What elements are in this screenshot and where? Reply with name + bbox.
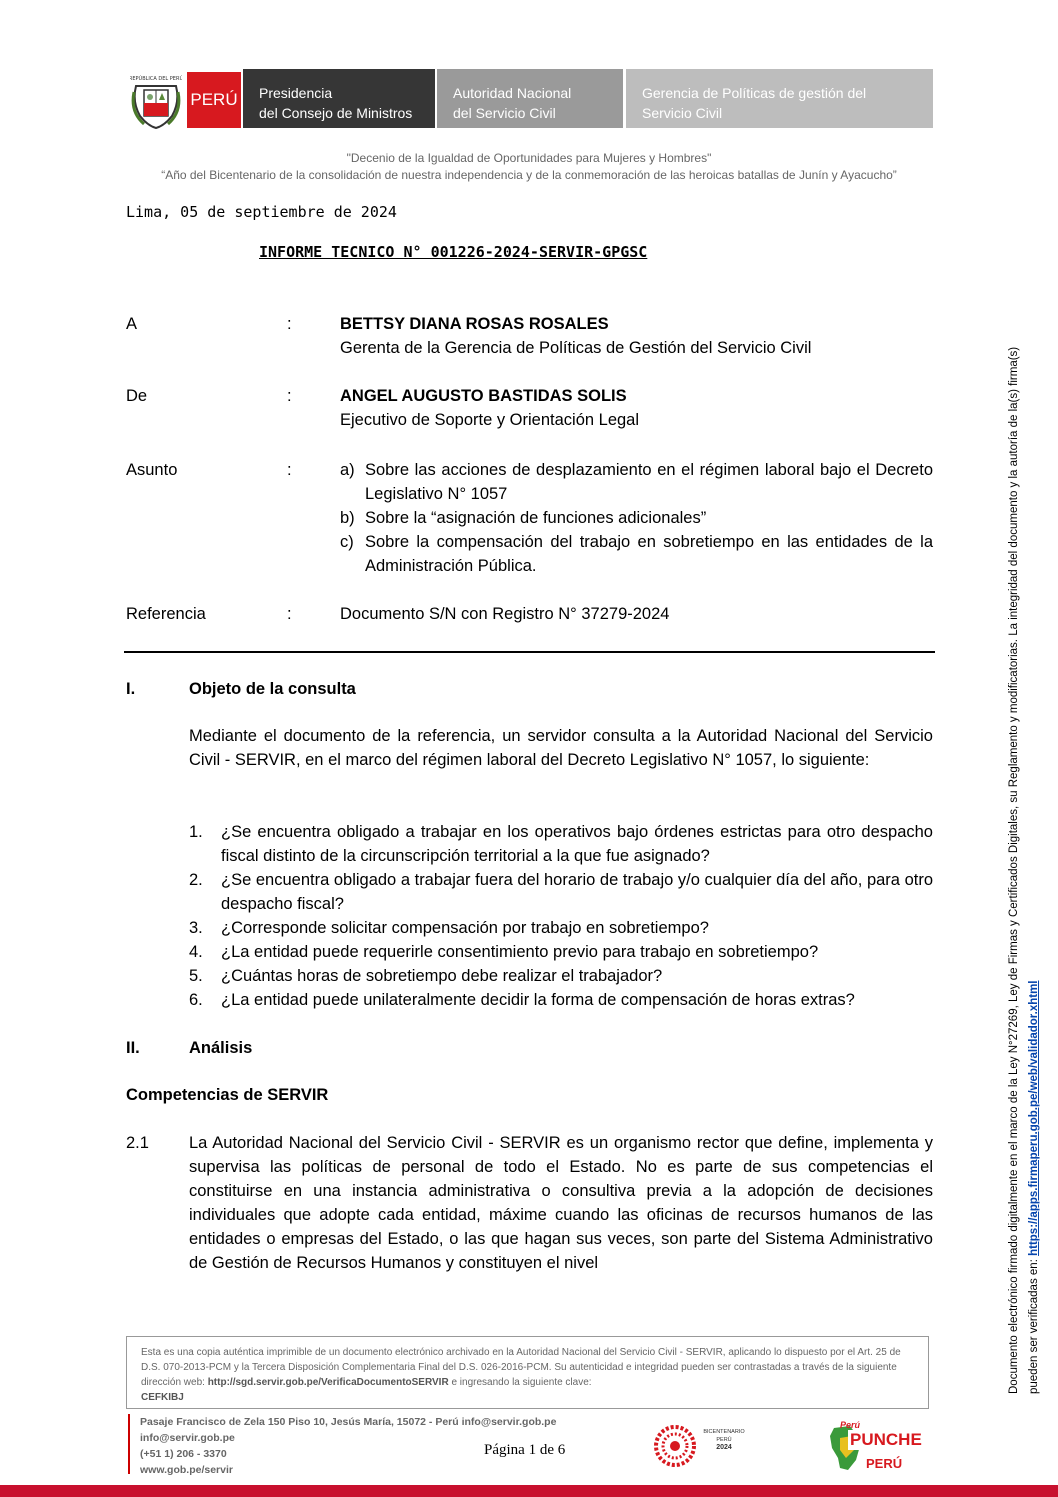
subject-item-text: Sobre la compensación del trabajo en sobretiempo en las entidades de la Administración Pública. xyxy=(365,533,933,575)
header-gerencia xyxy=(626,69,933,128)
verification-key: CEFKIBJ xyxy=(141,1392,184,1403)
header-pcm-line1: Presidencia xyxy=(259,85,333,101)
email-line: info@servir.gob.pe xyxy=(140,1432,235,1444)
punche-bottom: PERÚ xyxy=(866,1456,903,1471)
subject-label: Asunto xyxy=(126,461,178,479)
bicentenario-word: BICENTENARIO xyxy=(703,1429,745,1435)
header-servir-line1: Autoridad Nacional xyxy=(453,85,572,101)
to-colon: : xyxy=(287,315,292,333)
question-number: 4. xyxy=(189,943,203,961)
header-servir-line2: del Servicio Civil xyxy=(453,105,556,121)
page-number: Página 1 de 6 xyxy=(484,1442,566,1458)
reference-value: Documento S/N con Registro N° 37279-2024 xyxy=(340,605,670,623)
from-name: ANGEL AUGUSTO BASTIDAS SOLIS xyxy=(340,387,627,405)
signature-note-line2 xyxy=(1024,214,1044,1394)
header-servir xyxy=(437,69,623,128)
punche-word: PUNCHE xyxy=(850,1430,922,1449)
phone-line: (+51 1) 206 - 3370 xyxy=(140,1448,227,1460)
section1-title: Objeto de la consulta xyxy=(189,680,356,698)
subject-colon: : xyxy=(287,461,292,479)
peru-logo: PERÚ xyxy=(187,72,241,128)
from-role: Ejecutivo de Soporte y Orientación Legal xyxy=(340,411,640,429)
signature-note-line1: Documento electrónico firmado digitalmente en el marco de la Ley N°27269, Ley de Firmas y Certificados Digitales, su Reglamento y modificatorias. La integridad del documento y la autoría de la(s) firma(s) xyxy=(1008,346,1020,1394)
from-label: De xyxy=(126,387,148,405)
footer-accent-line xyxy=(128,1414,130,1474)
document-title: INFORME TECNICO N° 001226-2024-SERVIR-GPGSC xyxy=(259,243,648,261)
bicentenario-country: PERÚ xyxy=(716,1437,732,1443)
paragraph-2-1: La Autoridad Nacional del Servicio Civil - SERVIR es un organismo rector que define, implementa y supervisa las políticas de personal de todo el Estado. No es parte de sus competencias el constituirse en una instancia administrativa o consultiva previa a la adopción de decisiones individuales que adopte cada entidad, máxime cuando las oficinas de recursos humanos de las entidades o empresas del Estado, o las que hagan sus veces, son parte del Sistema Administrativo de Gestión de Recursos Humanos y constituyen el nivel xyxy=(189,1134,933,1272)
year-name-line: “Año del Bicentenario de la consolidación de nuestra independencia y de la conmemoración de las heroicas batallas de Junín y Ayacucho” xyxy=(161,168,897,182)
notice-text: Esta es una copia auténtica imprimible de un documento electrónico archivado en la Autoridad Nacional del Servicio Civil - SERVIR, aplicando lo dispuesto por el Art. 25 de D.S. 070-2013-PCM y la Tercera Disposición Complementaria Final del D.S. 026-2016-PCM. Su autenticidad e integridad pueden ser contrastadas a través de la siguiente dirección web: xyxy=(141,1347,901,1388)
bicentenario-year: 2024 xyxy=(716,1444,732,1451)
subject-item-letter: b) xyxy=(340,509,355,527)
validator-link[interactable]: https://apps.firmaperu.gob.pe/web/validador.xhtml xyxy=(1028,980,1040,1256)
question-text: ¿La entidad puede unilateralmente decidir la forma de compensación de horas extras? xyxy=(221,991,855,1009)
question-text: ¿Corresponde solicitar compensación por trabajo en sobretiempo? xyxy=(221,919,709,937)
question-number: 2. xyxy=(189,871,203,889)
signature-note-prefix: pueden ser verificadas en: xyxy=(1028,1255,1040,1394)
header-pcm xyxy=(243,69,435,128)
to-value xyxy=(340,312,933,360)
section2-subheading: Competencias de SERVIR xyxy=(126,1086,329,1104)
header-gerencia-line1: Gerencia de Políticas de gestión del xyxy=(642,85,867,101)
subject-item xyxy=(340,506,933,530)
bicentenario-text xyxy=(699,1428,749,1452)
from-value xyxy=(340,384,933,432)
reference-colon: : xyxy=(287,605,292,623)
authenticity-notice xyxy=(126,1336,929,1409)
reference-label: Referencia xyxy=(126,605,206,623)
verification-link[interactable]: http://sgd.servir.gob.pe/VerificaDocumentoSERVIR xyxy=(207,1377,449,1388)
decenio-line: "Decenio de la Igualdad de Oportunidades para Mujeres y Hombres" xyxy=(346,151,712,165)
header-divider xyxy=(124,651,935,653)
question-number: 6. xyxy=(189,991,203,1009)
header-gerencia-line2: Servicio Civil xyxy=(642,105,723,121)
to-name: BETTSY DIANA ROSAS ROSALES xyxy=(340,315,609,333)
subject-list xyxy=(340,458,933,578)
punche-top: Perú xyxy=(840,1420,861,1430)
question-number: 5. xyxy=(189,967,203,985)
question-text: ¿Cuántas horas de sobretiempo debe realizar el trabajador? xyxy=(221,967,663,985)
website-line: www.gob.pe/servir xyxy=(140,1464,233,1476)
svg-text:REPÚBLICA DEL PERÚ: REPÚBLICA DEL PERÚ xyxy=(130,76,182,82)
subject-item xyxy=(340,530,933,578)
section2-title: Análisis xyxy=(189,1039,253,1057)
section2-number: II. xyxy=(126,1039,140,1057)
bottom-red-bar xyxy=(0,1485,1058,1497)
peru-coat-of-arms-icon xyxy=(130,72,182,130)
notice-text-end: e ingresando la siguiente clave: xyxy=(448,1377,592,1388)
subject-item xyxy=(340,458,933,506)
question-number: 1. xyxy=(189,823,203,841)
question-text: ¿La entidad puede requerirle consentimiento previo para trabajo en sobretiempo? xyxy=(221,943,819,961)
subject-item-letter: a) xyxy=(340,461,355,479)
section1-number: I. xyxy=(126,680,136,698)
paragraph-number: 2.1 xyxy=(126,1134,149,1152)
decenio-slogans xyxy=(0,150,1058,184)
question-text: ¿Se encuentra obligado a trabajar en los operativos bajo órdenes estrictas para otro despacho fiscal distinto de la circunscripción territorial a la que fue asignado? xyxy=(221,823,933,865)
section1-intro: Mediante el documento de la referencia, un servidor consulta a la Autoridad Nacional del Servicio Civil - SERVIR, en el marco del régimen laboral del Decreto Legislativo N° 1057, lo siguiente: xyxy=(189,727,933,769)
question-text: ¿Se encuentra obligado a trabajar fuera del horario de trabajo y/o cualquier día del año, para otro despacho fiscal? xyxy=(221,871,933,913)
address-line: Pasaje Francisco de Zela 150 Piso 10, Jesús María, 15072 - Perú info@servir.gob.pe xyxy=(140,1416,557,1428)
peru-punche-logo-icon xyxy=(826,1420,922,1476)
digital-signature-note xyxy=(1004,214,1044,1394)
subject-item-text: Sobre las acciones de desplazamiento en el régimen laboral bajo el Decreto Legislativo N° 1057 xyxy=(365,461,933,503)
subject-item-text: Sobre la “asignación de funciones adicionales” xyxy=(365,509,707,527)
to-role: Gerenta de la Gerencia de Políticas de Gestión del Servicio Civil xyxy=(340,339,812,357)
to-label: A xyxy=(126,315,138,333)
header-pcm-line2: del Consejo de Ministros xyxy=(259,105,413,121)
question-number: 3. xyxy=(189,919,203,937)
bicentenario-logo-icon xyxy=(653,1424,753,1472)
document-date: Lima, 05 de septiembre de 2024 xyxy=(126,203,397,221)
subject-item-letter: c) xyxy=(340,533,354,551)
from-colon: : xyxy=(287,387,292,405)
